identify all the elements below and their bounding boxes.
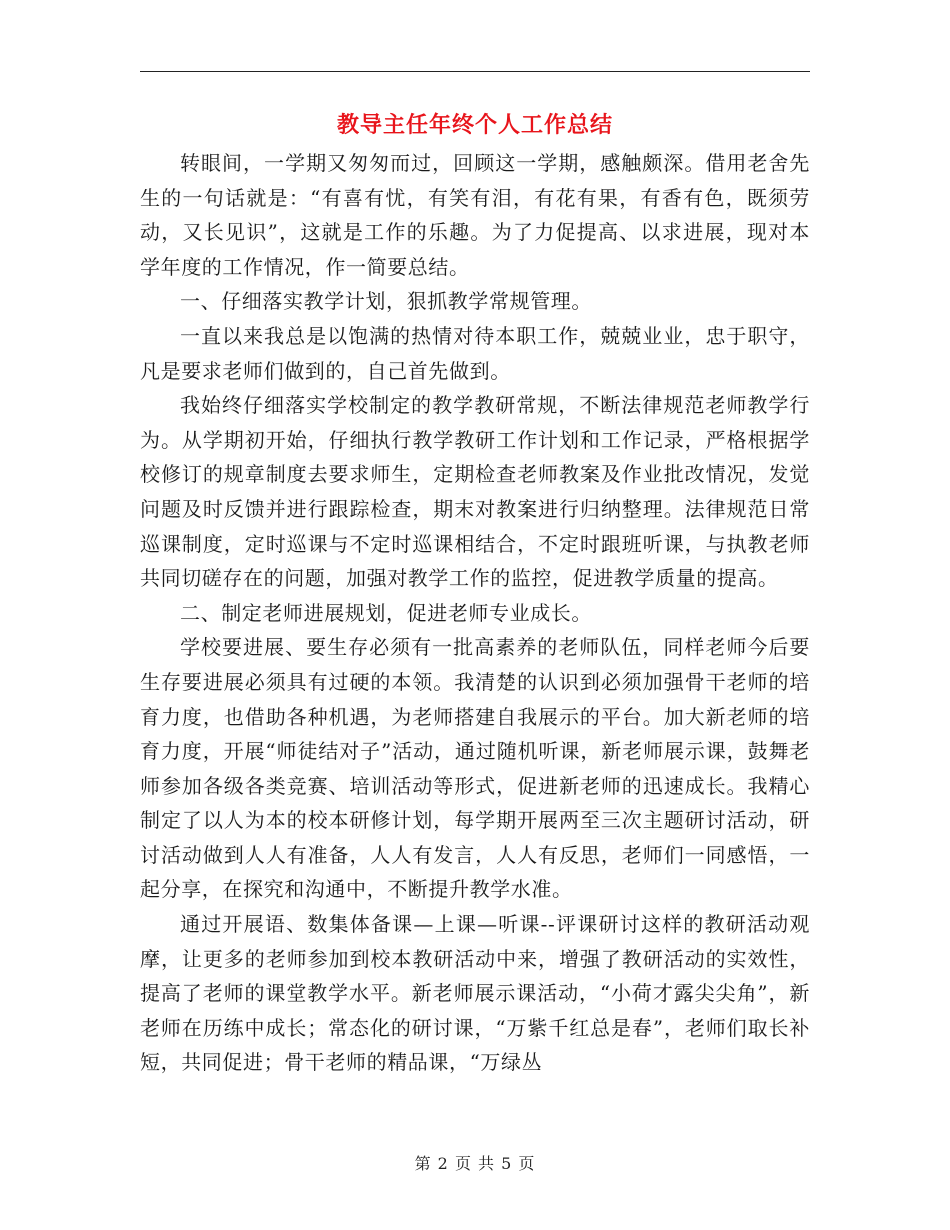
paragraph: 我始终仔细落实学校制定的教学教研常规，不断法律规范老师教学行为。从学期初开始，仔细执行教学教研工作计划和工作记录，严格根据学校修订的规章制度去要求师生，定期检查老师教案及作业批改情况，发觉问题及时反馈并进行跟踪检查，期末对教案进行归纳整理。法律规范日常巡课制度，定时巡课与不定时巡课相结合，不定时跟班听课，与执教老师共同切磋存在的问题，加强对教学工作的监控，促进教学质量的提高。 <box>140 393 810 591</box>
section-heading-2: 二、制定老师进展规划，促进老师专业成长。 <box>180 600 592 625</box>
page-number: 第 2 页 共 5 页 <box>414 1154 536 1173</box>
document-title: 教导主任年终个人工作总结 <box>336 112 613 138</box>
paragraph: 通过开展语、数集体备课—上课—听课--评课研讨这样的教研活动观摩，让更多的老师参加到校本教研活动中来，增强了教研活动的实效性，提高了老师的课堂教学水平。新老师展示课活动，“小荷才露尖尖角”，新老师在历练中成长；常态化的研讨课，“万紫千红总是春”，老师们取长补短，共同促进；骨干老师的精品课，“万绿丛 <box>140 912 810 1075</box>
section-heading-1: 一、仔细落实教学计划，狠抓教学常规管理。 <box>180 289 592 314</box>
paragraph: 一直以来我总是以饱满的热情对待本职工作，兢兢业业，忠于职守，凡是要求老师们做到的，自己首先做到。 <box>140 323 810 383</box>
document-body <box>140 146 810 1080</box>
paragraph: 学校要进展、要生存必须有一批高素养的老师队伍，同样老师今后要生存要进展必须具有过硬的本领。我清楚的认识到必须加强骨干老师的培育力度，也借助各种机遇，为老师搭建自我展示的平台。加大新老师的培育力度，开展“师徒结对子”活动，通过随机听课，新老师展示课，鼓舞老师参加各级各类竞赛、培训活动等形式，促进新老师的迅速成长。我精心制定了以人为本的校本研修计划，每学期开展两至三次主题研讨活动，研讨活动做到人人有准备，人人有发言，人人有反思，老师们一同感悟，一起分享，在探究和沟通中，不断提升教学水准。 <box>140 635 810 902</box>
header-rule <box>140 71 810 72</box>
paragraph-intro: 转眼间，一学期又匆匆而过，回顾这一学期，感触颇深。借用老舍先生的一句话就是：“有喜有忧，有笑有泪，有花有果，有香有色，既须劳动，又长见识”，这就是工作的乐趣。为了力促提高、以求进展，现对本学年度的工作情况，作一简要总结。 <box>140 151 810 279</box>
